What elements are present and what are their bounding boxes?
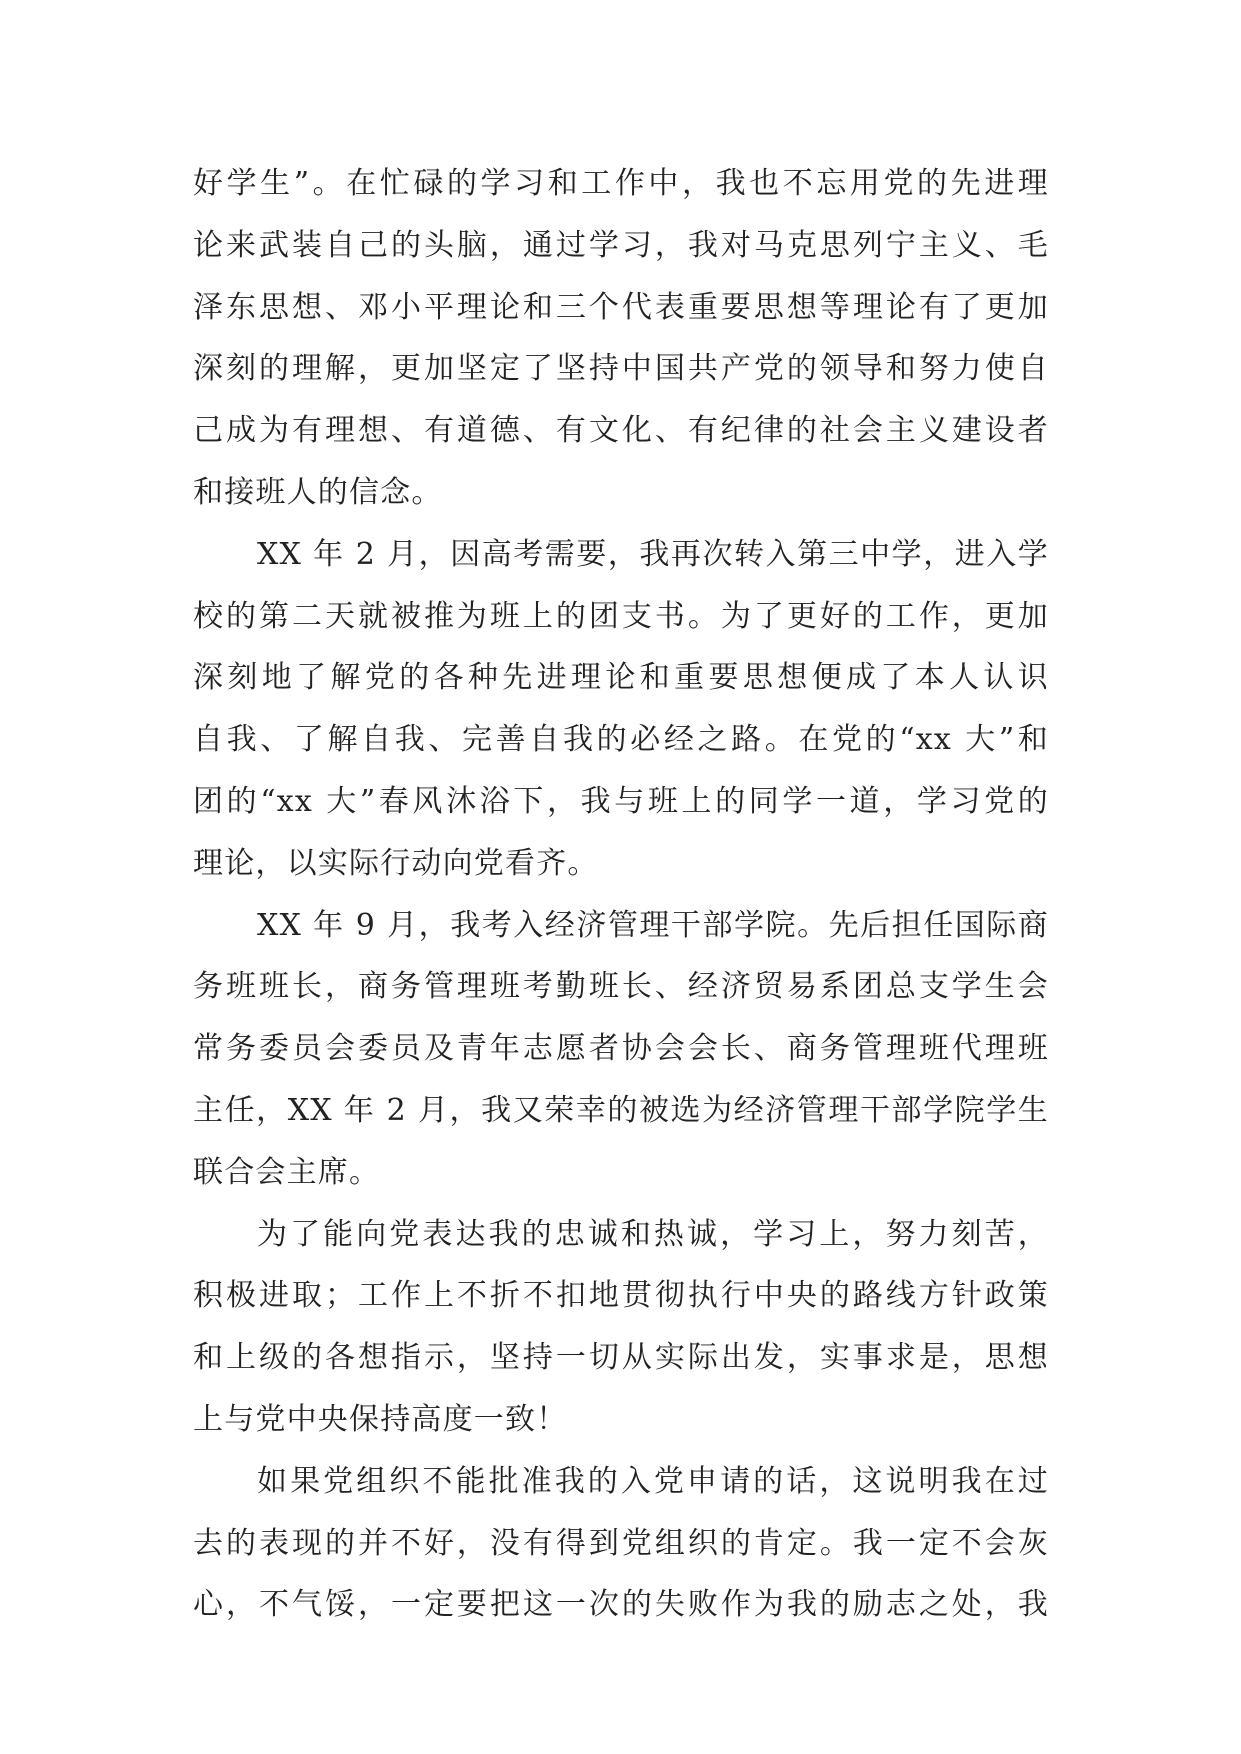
text-line: 务班班长，商务管理班考勤班长、经济贸易系团总支学生会 xyxy=(193,969,1049,1005)
text-line: 常务委员会委员及青年志愿者协会会长、商务管理班代理班 xyxy=(193,1031,1049,1067)
text-line: 团的“xx 大”春风沐浴下，我与班上的同学一道，学习党的 xyxy=(193,783,1049,819)
text-line: XX 年 2 月，因高考需要，我再次转入第三中学，进入学 xyxy=(257,536,1049,572)
paragraph xyxy=(193,1451,1049,1636)
text-line: 己成为有理想、有道德、有文化、有纪律的社会主义建设者 xyxy=(193,413,1049,449)
paragraph xyxy=(193,153,1049,524)
text-line: 联合会主席。 xyxy=(193,1154,381,1190)
paragraph xyxy=(193,895,1049,1204)
text-line: 和接班人的信念。 xyxy=(193,474,443,510)
text-line: 深刻地了解党的各种先进理论和重要思想便成了本人认识 xyxy=(193,660,1049,696)
text-line: 深刻的理解，更加坚定了坚持中国共产党的领导和努力使自 xyxy=(193,351,1049,387)
text-line: 好学生”。在忙碌的学习和工作中，我也不忘用党的先进理 xyxy=(193,166,1049,201)
paragraph xyxy=(193,524,1049,895)
text-line: 自我、了解自我、完善自我的必经之路。在党的“xx 大”和 xyxy=(193,722,1049,758)
text-line: 校的第二天就被推为班上的团支书。为了更好的工作，更加 xyxy=(193,598,1049,634)
text-line: 论来武装自己的头脑，通过学习，我对马克思列宁主义、毛 xyxy=(193,227,1049,263)
text-line: 为了能向党表达我的忠诚和热诚，学习上，努力刻苦， xyxy=(257,1216,1049,1252)
text-line: 上与党中央保持高度一致！ xyxy=(193,1401,568,1437)
text-line: 理论，以实际行动向党看齐。 xyxy=(193,845,599,881)
text-line: 如果党组织不能批准我的入党申请的话，这说明我在过 xyxy=(257,1463,1049,1499)
text-line: 和上级的各想指示，坚持一切从实际出发，实事求是，思想 xyxy=(193,1340,1049,1376)
text-line: XX 年 9 月，我考入经济管理干部学院。先后担任国际商 xyxy=(257,907,1049,943)
text-line: 主任，XX 年 2 月，我又荣幸的被选为经济管理干部学院学生 xyxy=(193,1092,1049,1128)
document-body xyxy=(193,153,1049,1636)
text-line: 心，不气馁，一定要把这一次的失败作为我的励志之处，我 xyxy=(193,1587,1049,1623)
text-line: 泽东思想、邓小平理论和三个代表重要思想等理论有了更加 xyxy=(193,289,1049,325)
text-line: 积极进取；工作上不折不扣地贯彻执行中央的路线方针政策 xyxy=(193,1278,1049,1314)
paragraph xyxy=(193,1204,1049,1451)
text-line: 去的表现的并不好，没有得到党组织的肯定。我一定不会灰 xyxy=(193,1525,1049,1561)
